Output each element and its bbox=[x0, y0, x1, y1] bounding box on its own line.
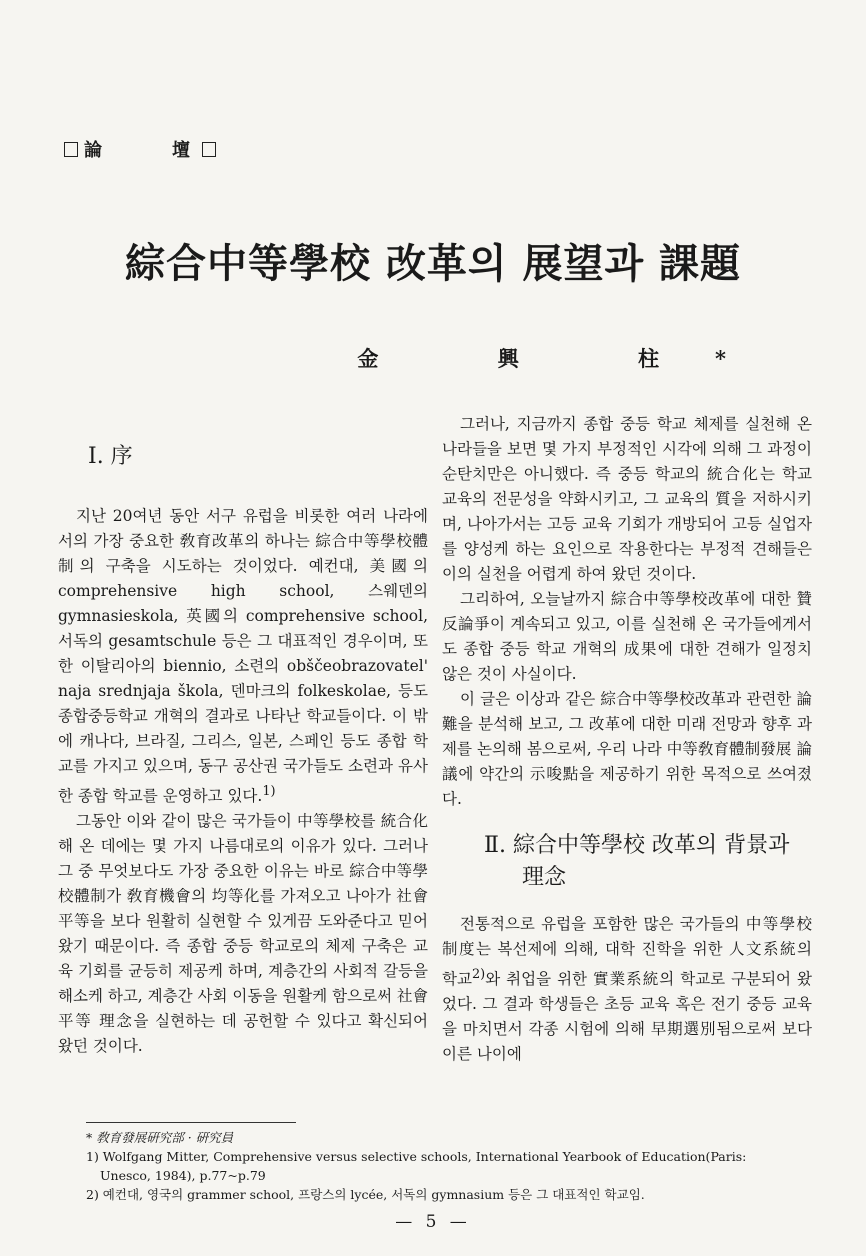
paragraph: 그리하여, 오늘날까지 綜合中等學校改革에 대한 贊反論爭이 계속되고 있고, 이를 실천해 온 국가들에게서도 종합 중등 학교 개혁의 成果에 대한 견해가 일정치 않은 것이 사실이다. bbox=[442, 590, 812, 683]
paragraph-text: 지난 20여년 동안 서구 유럽을 비롯한 여러 나라에서의 가장 중요한 敎育改革의 하나는 綜合中等學校體制의 구축을 시도하는 것이었다. 예컨대, 美國의 comprehensive high school, 스웨덴의 gymnasieskola, 英國의 comprehensive school, 서독의 gesamtschule 등은 그 대표적인 경우이며, 또한 이탈리아의 biennio, 소련의 obščeobrazovatel' naja srednjaja škola, 덴마크의 folkeskolae, 등도 종합중등학교 개혁의 결과로 나타난 학교들이다. 이 밖에 캐나다, 브라질, 그리스, 일본, 스페인 등도 종합 학교를 가지고 있으며, 동구 공산권 국가들도 소련과 유사한 종합 학교를 운영하고 있다. bbox=[58, 507, 428, 806]
article-title: 綜合中等學校 改革의 展望과 課題 bbox=[124, 240, 742, 287]
section-heading-2 bbox=[484, 830, 812, 894]
right-column bbox=[442, 412, 812, 1067]
section-tag-text: 論 壇 bbox=[84, 140, 216, 161]
footnote-1-continued: Unesco, 1984), p.77~p.79 bbox=[100, 1168, 266, 1183]
paragraph-text: 와 취업을 위한 實業系統의 학교로 구분되어 왔었다. 그 결과 학생들은 초등 교육 혹은 전기 중등 교육을 마치면서 각종 시험에 의해 早期選別됨으로써 보다 이른 나이에 bbox=[442, 970, 812, 1064]
box-icon bbox=[64, 142, 78, 157]
section-heading-1: Ⅰ. 序 bbox=[88, 444, 133, 469]
section-heading-2-line2: 理念 bbox=[522, 865, 567, 890]
paragraph: 그동안 이와 같이 많은 국가들이 中等學校를 統合化해 온 데에는 몇 가지 나름대로의 이유가 있다. 그러나 그 중 무엇보다도 가장 중요한 이유는 바로 綜合中等學校體制가 敎育機會의 均等化를 가져오고 나아가 社會平等을 보다 원활히 실현할 수 있게끔 도와준다고 믿어 왔기 때문이다. 즉 종합 중등 학교로의 체제 구축은 교육 기회를 균등히 제공케 하며, 계층간의 사회적 갈등을 해소케 하고, 계층간 사회 이동을 원활케 함으로써 社會平等 理念을 실현하는 데 공헌할 수 있다고 확신되어 왔던 것이다. bbox=[58, 812, 428, 1056]
footnote-1: 1) Wolfgang Mitter, Comprehensive versus selective schools, International Yearbook of Education(Paris: bbox=[86, 1149, 747, 1164]
footnote-ref: 1) bbox=[262, 784, 276, 799]
paragraph: 그러나, 지금까지 종합 중등 학교 체제를 실천해 온 나라들을 보면 몇 가지 부정적인 시각에 의해 그 과정이 순탄치만은 아니했다. 즉 중등 학교의 統合化는 학교 교육의 전문성을 약화시키고, 그 교육의 質을 저하시키며, 나아가서는 고등 교육 기회가 개방되어 고등 실업자를 양성케 하는 요인으로 작용한다는 부정적 견해들은 이의 실천을 어렵게 하여 왔던 것이다. bbox=[442, 415, 812, 583]
footnote-ref: 2) bbox=[471, 967, 486, 982]
box-icon bbox=[202, 142, 216, 157]
author-name: 金 興 柱* bbox=[357, 346, 782, 371]
paragraph bbox=[442, 912, 812, 1067]
footnote-author: * 敎育發展硏究部 · 硏究員 bbox=[86, 1130, 234, 1145]
section-heading-2-line1: Ⅱ. 綜合中等學校 改革의 背景과 bbox=[484, 833, 790, 858]
left-column bbox=[58, 412, 428, 1059]
paragraph: 이 글은 이상과 같은 綜合中等學校改革과 관련한 論難을 분석해 보고, 그 改革에 대한 미래 전망과 향후 과제를 논의해 봄으로써, 우리 나라 中等敎育體制發展 論議에 약간의 示唆點을 제공하기 위한 목적으로 쓰여졌다. bbox=[442, 690, 812, 808]
page-number: — 5 — bbox=[395, 1212, 471, 1232]
paragraph-text: 전통적으로 유럽을 포함한 많은 국가들의 中等學校制度는 복선제에 의해, 대학 진학을 위한 人文系統의 학교 bbox=[442, 915, 812, 989]
paragraph bbox=[58, 504, 428, 809]
section-tag bbox=[64, 136, 216, 162]
footnote-divider bbox=[86, 1122, 296, 1123]
footnotes bbox=[86, 1128, 816, 1204]
footnote-2: 2) 예컨대, 영국의 grammer school, 프랑스의 lycée, 서독의 gymnasium 등은 그 대표적인 학교임. bbox=[86, 1187, 645, 1202]
